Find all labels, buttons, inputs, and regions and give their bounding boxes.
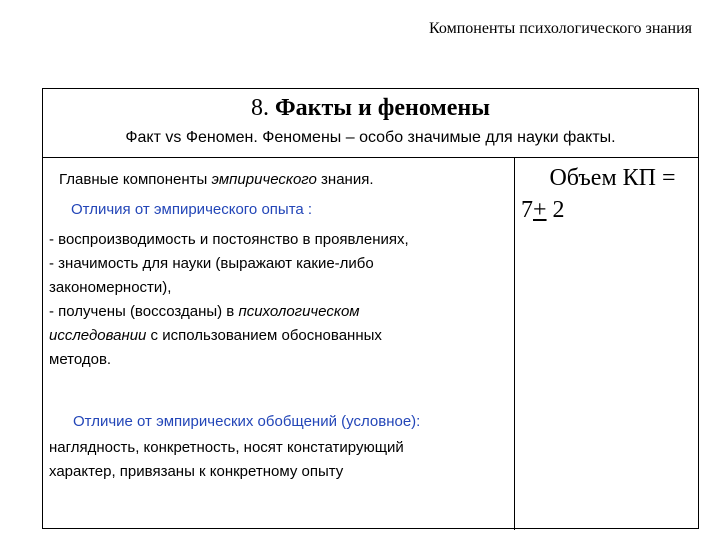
slide-subtitle: Факт vs Феномен. Феномены – особо значимые для науки факты. (125, 129, 616, 146)
item3-pre: - получены (воссозданы) в (49, 303, 239, 320)
right-column (515, 157, 698, 530)
main-text-italic: эмпирического (211, 171, 317, 188)
slide-title-text: Факты и феномены (275, 95, 490, 121)
list-item-continuation: методов. (49, 351, 112, 368)
list-item: - значимость для науки (выражают какие-либо (49, 255, 374, 272)
list-item-continuation: закономерности), (49, 279, 172, 296)
plus-minus-sign: + (533, 197, 547, 223)
stm-volume-value (515, 194, 698, 226)
header-title: Компоненты психологического знания (429, 20, 692, 37)
generalizations-text (49, 436, 514, 484)
item3-post: с использованием обоснованных (146, 327, 382, 344)
main-text-pre: Главные компоненты (59, 171, 212, 188)
list-item (49, 300, 514, 324)
differences-list (49, 228, 514, 372)
slide-title (43, 95, 698, 122)
value-seven: 7 (521, 197, 533, 223)
slide-frame (42, 88, 699, 529)
item3-italic: психологическом (238, 303, 360, 320)
slide-number: 8. (251, 95, 269, 121)
main-text-post: знания. (316, 171, 374, 188)
list-item: - воспроизводимость и постоянство в проявлениях, (49, 231, 409, 248)
list-item-continuation (49, 324, 514, 348)
main-components-text (59, 168, 514, 192)
item3-italic-2: исследовании (49, 327, 147, 344)
stm-volume-label: Объем КП = (549, 165, 676, 191)
differences-heading: Отличия от эмпирического опыта : (71, 201, 313, 218)
value-two: 2 (546, 197, 565, 223)
generalizations-line: характер, привязаны к конкретному опыту (49, 463, 344, 480)
generalizations-heading: Отличие от эмпирических обобщений (условное): (73, 413, 421, 430)
generalizations-line: наглядность, конкретность, носят констатирующий (49, 439, 404, 456)
left-column (43, 157, 515, 530)
